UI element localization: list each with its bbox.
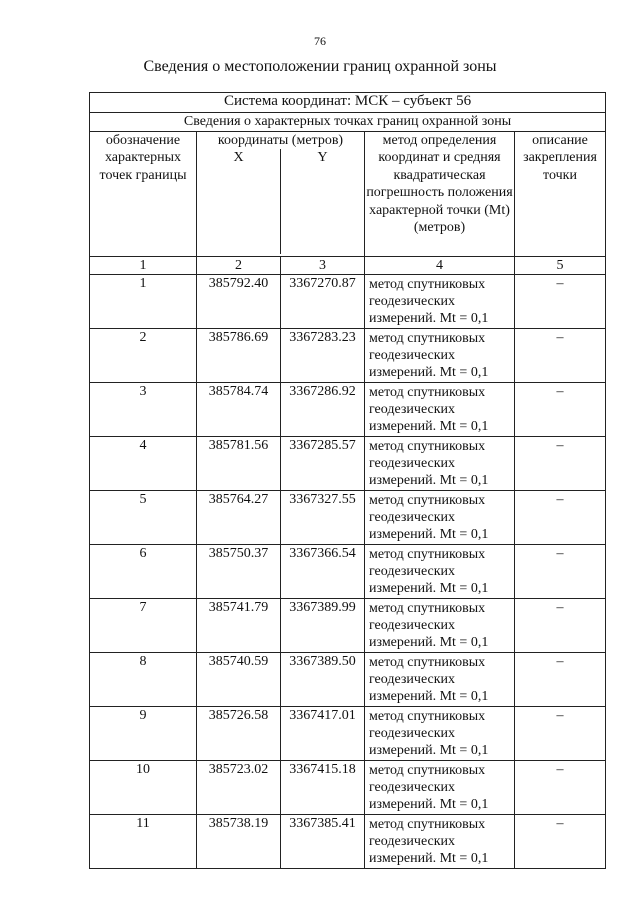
cell-x: 385738.19 xyxy=(197,815,281,869)
cell-y: 3367270.87 xyxy=(281,275,365,329)
section-title: Сведения о характерных точках границ охранной зоны xyxy=(90,113,606,132)
table-row xyxy=(90,275,606,329)
cell-method: метод спутниковых геодезических измерений. Mt = 0,1 xyxy=(365,329,515,383)
table-row xyxy=(90,545,606,599)
cell-method: метод спутниковых геодезических измерений. Mt = 0,1 xyxy=(365,275,515,329)
cell-x: 385750.37 xyxy=(197,545,281,599)
header-y: Y xyxy=(317,150,328,165)
cell-method: метод спутниковых геодезических измерений. Mt = 0,1 xyxy=(365,491,515,545)
cell-point: 1 xyxy=(90,275,197,329)
cell-point: 7 xyxy=(90,599,197,653)
column-number-row xyxy=(90,256,606,275)
cell-method: метод спутниковых геодезических измерений. Mt = 0,1 xyxy=(365,815,515,869)
header-description: описание закрепления точки xyxy=(515,131,606,256)
cell-point: 8 xyxy=(90,653,197,707)
column-number: 4 xyxy=(365,256,515,275)
document-title: Сведения о местоположении границ охранной зоны xyxy=(143,58,497,75)
cell-x: 385781.56 xyxy=(197,437,281,491)
cell-method: метод спутниковых геодезических измерений. Mt = 0,1 xyxy=(365,545,515,599)
header-x: X xyxy=(197,149,281,254)
cell-description: – xyxy=(515,761,606,815)
header-coordinates xyxy=(197,131,365,256)
cell-x: 385740.59 xyxy=(197,653,281,707)
boundary-points-table xyxy=(89,92,606,869)
cell-point: 9 xyxy=(90,707,197,761)
header-coordinates-label: координаты (метров) xyxy=(217,132,344,148)
column-number: 2 xyxy=(197,256,281,275)
table-row xyxy=(90,653,606,707)
cell-method: метод спутниковых геодезических измерений. Mt = 0,1 xyxy=(365,653,515,707)
header-point-designation: обозначение характерных точек границы xyxy=(90,131,197,256)
cell-x: 385764.27 xyxy=(197,491,281,545)
cell-x: 385723.02 xyxy=(197,761,281,815)
cell-method: метод спутниковых геодезических измерений. Mt = 0,1 xyxy=(365,599,515,653)
cell-description: – xyxy=(515,491,606,545)
cell-description: – xyxy=(515,707,606,761)
cell-description: – xyxy=(515,329,606,383)
cell-y: 3367285.57 xyxy=(281,437,365,491)
cell-y: 3367327.55 xyxy=(281,491,365,545)
table-row xyxy=(90,599,606,653)
table-row xyxy=(90,329,606,383)
cell-description: – xyxy=(515,815,606,869)
cell-x: 385784.74 xyxy=(197,383,281,437)
cell-method: метод спутниковых геодезических измерений. Mt = 0,1 xyxy=(365,383,515,437)
cell-method: метод спутниковых геодезических измерений. Mt = 0,1 xyxy=(365,761,515,815)
table-row xyxy=(90,707,606,761)
cell-x: 385786.69 xyxy=(197,329,281,383)
header-method: метод определения координат и средняя квадратическая погрешность положения характерной точки (Mt) (метров) xyxy=(365,131,515,256)
column-number: 3 xyxy=(281,256,365,275)
table-row xyxy=(90,437,606,491)
cell-point: 6 xyxy=(90,545,197,599)
cell-point: 3 xyxy=(90,383,197,437)
cell-description: – xyxy=(515,275,606,329)
cell-y: 3367417.01 xyxy=(281,707,365,761)
table-row xyxy=(90,815,606,869)
table-row xyxy=(90,761,606,815)
cell-y: 3367385.41 xyxy=(281,815,365,869)
table-row xyxy=(90,491,606,545)
cell-y: 3367286.92 xyxy=(281,383,365,437)
cell-y: 3367415.18 xyxy=(281,761,365,815)
table-row xyxy=(90,383,606,437)
cell-method: метод спутниковых геодезических измерений. Mt = 0,1 xyxy=(365,437,515,491)
column-number: 5 xyxy=(515,256,606,275)
cell-description: – xyxy=(515,599,606,653)
cell-method: метод спутниковых геодезических измерений. Mt = 0,1 xyxy=(365,707,515,761)
cell-y: 3367389.50 xyxy=(281,653,365,707)
cell-y: 3367283.23 xyxy=(281,329,365,383)
cell-x: 385741.79 xyxy=(197,599,281,653)
cell-description: – xyxy=(515,437,606,491)
cell-point: 5 xyxy=(90,491,197,545)
column-number: 1 xyxy=(90,256,197,275)
cell-description: – xyxy=(515,545,606,599)
cell-y: 3367389.99 xyxy=(281,599,365,653)
cell-x: 385792.40 xyxy=(197,275,281,329)
coordinate-system-label: Система координат: МСК – субъект 56 xyxy=(90,93,606,113)
page-number: 76 xyxy=(314,34,326,48)
cell-point: 4 xyxy=(90,437,197,491)
coordinate-system-row xyxy=(90,93,606,113)
cell-point: 10 xyxy=(90,761,197,815)
cell-x: 385726.58 xyxy=(197,707,281,761)
cell-description: – xyxy=(515,383,606,437)
header-row xyxy=(90,131,606,256)
cell-point: 2 xyxy=(90,329,197,383)
section-title-row xyxy=(90,113,606,132)
cell-y: 3367366.54 xyxy=(281,545,365,599)
cell-point: 11 xyxy=(90,815,197,869)
cell-description: – xyxy=(515,653,606,707)
